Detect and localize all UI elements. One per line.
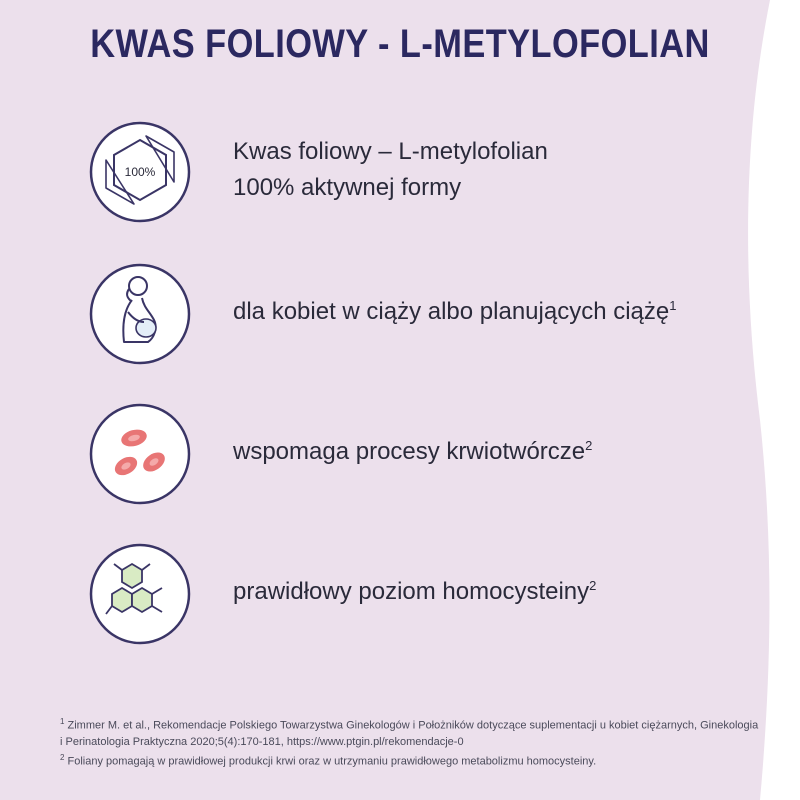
hexagon-label: 100% bbox=[124, 165, 156, 179]
feature-text bbox=[233, 574, 596, 610]
feature-label: prawidłowy poziom homocysteiny bbox=[233, 578, 590, 605]
feature-text bbox=[233, 294, 676, 330]
feature-label: dla kobiet w ciąży albo planujących ciążę bbox=[233, 298, 670, 325]
feature-active-form bbox=[88, 120, 768, 220]
page-title: KWAS FOLIOWY - L-METYLOFOLIAN bbox=[90, 22, 710, 66]
feature-pregnancy bbox=[88, 262, 768, 362]
footnote-mark: 2 bbox=[60, 752, 65, 762]
footnote-text: Foliany pomagają w prawidłowej produkcji krwi oraz w utrzymaniu prawidłowego metabolizmu homocysteiny. bbox=[67, 755, 597, 768]
feature-homocysteine bbox=[88, 542, 768, 642]
footnote-ref: 2 bbox=[585, 438, 593, 453]
feature-label: wspomaga procesy krwiotwórcze bbox=[233, 438, 586, 465]
footnote-1 bbox=[60, 714, 760, 750]
footnotes bbox=[60, 714, 760, 769]
molecule-icon bbox=[88, 542, 192, 646]
feature-text bbox=[233, 434, 592, 470]
pregnant-woman-icon bbox=[88, 262, 192, 366]
feature-text bbox=[233, 134, 548, 206]
footnote-ref: 2 bbox=[589, 578, 597, 593]
footnote-mark: 1 bbox=[60, 717, 65, 726]
hexagon-100-percent-icon bbox=[88, 120, 192, 224]
feature-line-2: 100% aktywnej formy bbox=[233, 174, 462, 201]
footnote-text: Zimmer M. et al., Rekomendacje Polskiego Towarzystwa Ginekologów i Położników dotyczące suplementacji u kobiet ciężarnych, Ginekologia i Perinatologia Praktyczna 2020;5(4):170-181, https://www.ptgin.pl/rekomendacje-0 bbox=[60, 719, 759, 748]
feature-blood-production bbox=[88, 402, 768, 502]
feature-line-1: Kwas foliowy – L-metylofolian bbox=[233, 138, 548, 165]
footnote-2 bbox=[60, 750, 760, 770]
blood-cells-icon bbox=[88, 402, 192, 506]
footnote-ref: 1 bbox=[669, 298, 677, 313]
